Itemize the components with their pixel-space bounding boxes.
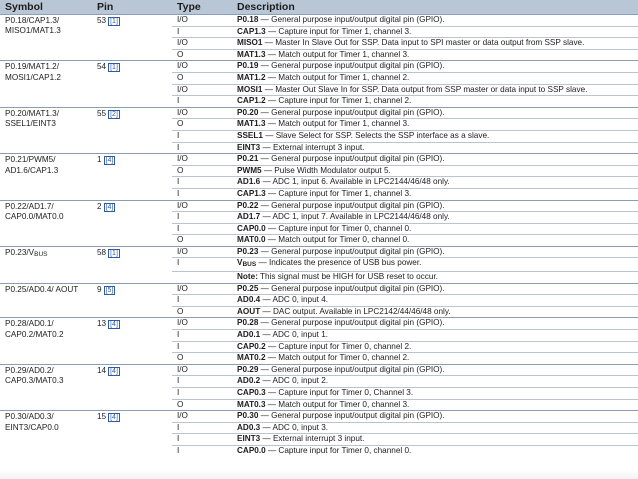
pin-description: [232, 353, 638, 365]
pin-number: 13: [97, 319, 107, 329]
pin-description: [232, 38, 638, 50]
footnote-ref-link[interactable]: [5]: [105, 286, 114, 294]
function-text: — Indicates the presence of USB bus power.: [256, 258, 422, 268]
function-text: — Match output for Timer 1, channel 3.: [265, 49, 410, 59]
table-row: [0, 15, 638, 27]
pin-type: I/O: [172, 283, 232, 295]
pin-number: 14: [97, 365, 107, 375]
function-name: SSEL1: [237, 130, 263, 140]
pin-number: 55: [97, 108, 107, 118]
function-text: — External interrupt 3 input.: [260, 142, 365, 152]
function-name: P0.28: [237, 318, 259, 328]
function-text: — Capture input for Timer 0, channel 0.: [265, 445, 412, 455]
function-text: — General purpose input/output digital pin (GPIO).: [258, 411, 445, 421]
function-name: AD0.1: [237, 330, 261, 340]
pin-description: [232, 330, 638, 342]
pin-type: I: [172, 422, 232, 434]
table-row: [0, 154, 638, 166]
pin-description: [232, 154, 638, 166]
pin-type: I: [172, 188, 232, 200]
pin-number-cell: [92, 283, 172, 318]
function-name: AOUT: [237, 306, 261, 316]
function-name: MAT0.0: [237, 235, 266, 245]
function-text: — Match output for Timer 0, channel 0.: [265, 235, 410, 245]
function-text: This signal must be HIGH for USB reset to occur.: [257, 272, 438, 282]
pin-number: 15: [97, 412, 107, 422]
pin-type: I/O: [172, 154, 232, 166]
function-text: — Capture input for Timer 0, Channel 3.: [265, 388, 414, 397]
footnote-ref-link[interactable]: [4]: [110, 367, 118, 375]
pin-number-cell: [92, 107, 172, 153]
pin-type: I: [172, 434, 232, 446]
pin-symbol-cell: [0, 15, 92, 61]
function-name: P0.18: [237, 15, 259, 24]
pin-symbol-cell: [0, 61, 92, 107]
footnote-ref-link[interactable]: [2]: [110, 110, 118, 118]
function-text: — General purpose input/output digital pin (GPIO).: [258, 364, 445, 374]
function-text: — ADC 1, input 6. Available in LPC2144/46/48 only.: [260, 177, 450, 187]
pin-type: I/O: [172, 411, 232, 423]
function-text: — General purpose input/output digital pin (GPIO).: [258, 61, 445, 71]
pin-description: [232, 177, 638, 189]
pin-number-cell: [92, 411, 172, 457]
function-text: — ADC 0, input 2.: [260, 376, 329, 386]
pin-symbol-cell: [0, 411, 92, 457]
function-name: AD0.3: [237, 422, 261, 432]
function-text: — Match output for Timer 1, channel 2.: [265, 72, 410, 82]
function-text: — Pulse Width Modulator output 5.: [261, 165, 391, 175]
pin-symbol: P0.18/CAP1.3/ MISO1/MAT1.3: [5, 16, 61, 36]
pin-description: [232, 411, 638, 423]
footnote-ref-link[interactable]: [4]: [110, 414, 118, 422]
pin-symbol: P0.30/AD0.3/ EINT3/CAP0.0: [5, 412, 59, 432]
pin-symbol: P0.23/V: [5, 247, 35, 257]
pin-description: [232, 246, 638, 258]
function-text: — Master Out Slave In for SSP. Data output from SSP master or data input to SSP slave.: [262, 84, 588, 94]
pin-description: [232, 295, 638, 307]
pin-number-cell: [92, 318, 172, 364]
pin-type: O: [172, 399, 232, 411]
pin-type: I/O: [172, 318, 232, 330]
function-name: P0.30: [237, 411, 259, 421]
pin-number-cell: [92, 364, 172, 410]
function-name: EINT3: [237, 142, 261, 152]
pin-symbol-cell: [0, 107, 92, 153]
pin-symbol-cell: [0, 246, 92, 283]
function-text: — General purpose input/output digital pin (GPIO).: [258, 246, 445, 256]
pin-symbol-cell: [0, 200, 92, 246]
function-text: — DAC output. Available in LPC2142/44/46/48 only.: [260, 306, 451, 316]
pin-description: [232, 200, 638, 212]
pin-description: [232, 341, 638, 353]
pin-type: O: [172, 72, 232, 84]
pin-description: [232, 306, 638, 318]
function-text: — ADC 1, input 7. Available in LPC2144/46/48 only.: [260, 212, 450, 222]
pin-symbol: P0.22/AD1.7/ CAP0.0/MAT0.0: [5, 201, 64, 221]
pin-number: 1: [97, 155, 102, 165]
function-text: — Capture input for Timer 0, channel 2.: [265, 341, 412, 351]
function-text: — Capture input for Timer 1, channel 2.: [265, 96, 412, 106]
pin-type: I: [172, 212, 232, 224]
table-row: [0, 411, 638, 423]
pin-symbol: P0.25/AD0.4/ AOUT: [5, 284, 79, 294]
function-name: CAP0.2: [237, 341, 266, 351]
pin-type: I/O: [172, 107, 232, 119]
function-name: MAT1.3: [237, 49, 266, 59]
function-name: P0.20: [237, 107, 259, 117]
pin-symbol: P0.21/PWM5/ AD1.6/CAP1.3: [5, 155, 59, 175]
pin-symbol: P0.19/MAT1.2/ MOSI1/CAP1.2: [5, 62, 61, 82]
pin-symbol: P0.29/AD0.2/ CAP0.3/MAT0.3: [5, 365, 64, 386]
pin-type: O: [172, 306, 232, 318]
table-row: [0, 246, 638, 258]
function-text: — Capture input for Timer 0, channel 0.: [265, 223, 412, 233]
pin-description: [232, 107, 638, 119]
pin-type: [172, 272, 232, 284]
function-name: P0.23: [237, 246, 259, 256]
function-name: CAP0.3: [237, 388, 266, 397]
footnote-ref-link[interactable]: [1]: [110, 249, 118, 257]
pin-type: O: [172, 119, 232, 131]
pin-description: [232, 119, 638, 131]
pin-type: I/O: [172, 200, 232, 212]
function-name: PWM5: [237, 165, 262, 175]
function-text: — General purpose input/output digital pin (GPIO).: [258, 15, 445, 24]
pin-type: I: [172, 388, 232, 400]
pin-type: I: [172, 295, 232, 307]
function-name: P0.19: [237, 61, 259, 71]
pin-type: I/O: [172, 15, 232, 27]
function-text: — Slave Select for SSP. Selects the SSP interface as a slave.: [262, 130, 490, 140]
function-text: — General purpose input/output digital pin (GPIO).: [258, 283, 445, 293]
pin-number: 2: [97, 201, 102, 211]
function-text: — ADC 0, input 3.: [260, 422, 329, 432]
function-text: — General purpose input/output digital pin (GPIO).: [258, 107, 445, 117]
footnote-ref-link[interactable]: [1]: [110, 64, 118, 72]
pin-description: [232, 258, 638, 272]
function-text: — Match output for Timer 0, channel 3.: [265, 399, 410, 409]
pin-number: 9: [97, 284, 102, 294]
function-name: MAT1.3: [237, 119, 266, 129]
pin-description: [232, 445, 638, 456]
pin-type: O: [172, 49, 232, 61]
pin-description: [232, 223, 638, 235]
function-name: P0.21: [237, 154, 259, 164]
function-text: — General purpose input/output digital pin (GPIO).: [258, 154, 445, 164]
function-name: EINT3: [237, 434, 261, 444]
pin-number: 58: [97, 247, 107, 257]
pin-type: I/O: [172, 38, 232, 50]
pin-type: O: [172, 165, 232, 177]
function-name: CAP0.0: [237, 445, 266, 455]
pin-description: [232, 142, 638, 154]
pin-description: [232, 165, 638, 177]
pin-type: I: [172, 445, 232, 456]
pin-number-cell: [92, 15, 172, 61]
function-text: — ADC 0, input 4.: [260, 295, 329, 305]
function-name: AD0.4: [237, 295, 261, 305]
function-name: CAP1.3: [237, 188, 266, 198]
page-bottom-edge: [0, 470, 638, 479]
pin-symbol-subscript: BUS: [34, 250, 48, 258]
pin-description: [232, 26, 638, 38]
pin-description: [232, 388, 638, 400]
pin-type: I: [172, 130, 232, 142]
pin-symbol-cell: [0, 364, 92, 410]
pin-description: [232, 130, 638, 142]
function-name-subscript: BUS: [242, 261, 257, 269]
pin-description: [232, 15, 638, 27]
pin-type: I/O: [172, 364, 232, 376]
function-name: P0.29: [237, 364, 259, 374]
function-name: AD1.6: [237, 177, 261, 187]
pin-number: 53: [97, 16, 107, 25]
function-name: MOSI1: [237, 84, 263, 94]
pin-number-cell: [92, 154, 172, 200]
pin-description: [232, 49, 638, 61]
function-name: Note:: [237, 272, 258, 282]
pin-description: [232, 188, 638, 200]
pin-number-cell: [92, 200, 172, 246]
table-header: [0, 0, 638, 15]
table-row: [0, 107, 638, 119]
footnote-ref-link[interactable]: [1]: [110, 18, 118, 25]
function-text: — Capture input for Timer 1, channel 3.: [265, 188, 412, 198]
function-name: MAT1.2: [237, 72, 266, 82]
footnote-ref-link[interactable]: [4]: [105, 203, 114, 211]
pin-symbol: P0.20/MAT1.3/ SSEL1/EINT3: [5, 108, 60, 129]
pin-description: [232, 318, 638, 330]
pin-type: I/O: [172, 246, 232, 258]
function-text: — Match output for Timer 0, channel 2.: [265, 353, 410, 363]
pin-type: I: [172, 258, 232, 272]
function-text: — External interrupt 3 input.: [260, 434, 365, 444]
pin-number-cell: [92, 246, 172, 283]
function-text: — Master In Slave Out for SSP. Data input to SPI master or data output from SSP slave.: [262, 38, 585, 48]
function-name: V: [237, 258, 243, 268]
function-name: MAT0.2: [237, 353, 266, 363]
pin-type: I: [172, 376, 232, 388]
pin-description: [232, 84, 638, 96]
pin-description: [232, 422, 638, 434]
footnote-ref-link[interactable]: [4]: [105, 157, 114, 165]
function-name: P0.25: [237, 283, 259, 293]
pin-type: O: [172, 235, 232, 247]
pin-type: I/O: [172, 84, 232, 96]
pin-description: [232, 212, 638, 224]
pin-type: I: [172, 223, 232, 235]
pin-number: 54: [97, 62, 107, 72]
function-name: P0.22: [237, 200, 259, 210]
pin-type: I: [172, 341, 232, 353]
table-row: [0, 364, 638, 376]
function-name: MISO1: [237, 38, 263, 48]
pin-description: [232, 364, 638, 376]
function-text: — General purpose input/output digital pin (GPIO).: [258, 318, 445, 328]
table-row: [0, 318, 638, 330]
function-name: AD1.7: [237, 212, 261, 222]
function-name: CAP0.0: [237, 223, 266, 233]
pin-description: [232, 235, 638, 247]
pin-description: [232, 272, 638, 284]
header-description: Description: [232, 0, 638, 15]
header-type: Type: [172, 0, 232, 15]
function-name: CAP1.2: [237, 96, 266, 106]
pin-type: O: [172, 353, 232, 365]
table-row: [0, 283, 638, 295]
table-row: [0, 61, 638, 73]
function-text: — Match output for Timer 1, channel 3.: [265, 119, 410, 129]
table-body: [0, 15, 638, 457]
pin-type: I: [172, 26, 232, 38]
function-name: CAP1.3: [237, 26, 266, 36]
pin-type: I: [172, 142, 232, 154]
pin-number-cell: [92, 61, 172, 107]
pin-type: I: [172, 96, 232, 108]
header-pin: Pin: [92, 0, 172, 15]
header-symbol: Symbol: [0, 0, 92, 15]
pin-description: [232, 96, 638, 108]
pin-description: [232, 61, 638, 73]
pin-description: [232, 399, 638, 411]
pin-description: [232, 283, 638, 295]
function-name: MAT0.3: [237, 399, 266, 409]
pin-description: [232, 434, 638, 446]
pin-type: I/O: [172, 61, 232, 73]
pin-symbol: P0.28/AD0.1/ CAP0.2/MAT0.2: [5, 319, 64, 339]
function-text: — ADC 0, input 1.: [260, 330, 329, 340]
pin-symbol-cell: [0, 283, 92, 318]
pin-description: [232, 376, 638, 388]
pin-description: [232, 72, 638, 84]
function-name: AD0.2: [237, 376, 261, 386]
pin-type: I: [172, 177, 232, 189]
function-text: — General purpose input/output digital pin (GPIO).: [258, 200, 445, 210]
pin-type: I: [172, 330, 232, 342]
function-text: — Capture input for Timer 1, channel 3.: [265, 26, 412, 36]
footnote-ref-link[interactable]: [4]: [110, 321, 118, 329]
pin-symbol-cell: [0, 154, 92, 200]
table-row: [0, 200, 638, 212]
pin-symbol-cell: [0, 318, 92, 364]
